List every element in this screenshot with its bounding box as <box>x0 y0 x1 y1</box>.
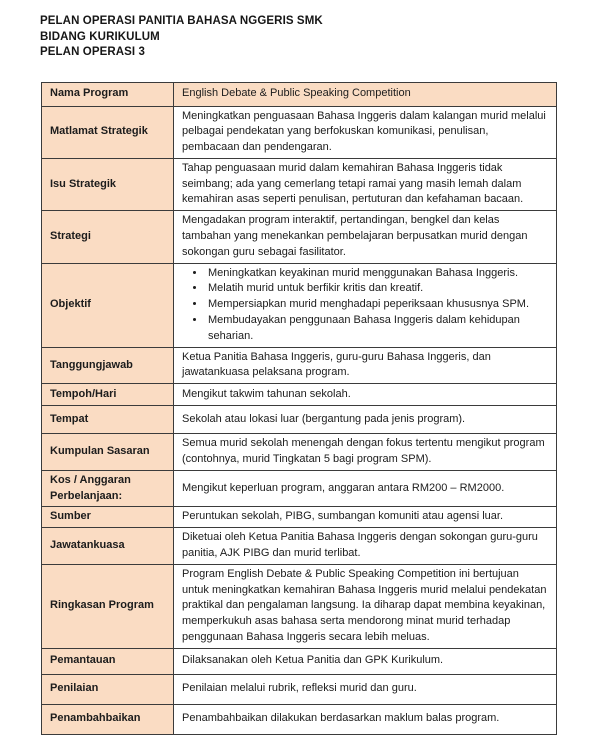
row-content-cell: Penambahbaikan dilakukan berdasarkan maklum balas program. <box>174 704 557 734</box>
table-row-kos-anggaran <box>42 470 557 507</box>
row-content-cell: Mengadakan program interaktif, pertandingan, bengkel dan kelas tambahan yang menekankan pembelajaran berpusatkan murid dengan sokongan guru sebagai fasilitator. <box>174 211 557 263</box>
table-row-jawatankuasa <box>42 528 557 565</box>
row-label-cell: Pemantauan <box>42 648 174 674</box>
table-row-penambahbaikan <box>42 704 557 734</box>
table-row-objektif <box>42 263 557 347</box>
row-label-cell: Ringkasan Program <box>42 564 174 648</box>
table-row-sumber <box>42 507 557 528</box>
table-row-nama-program <box>42 82 557 106</box>
row-content-cell: Peruntukan sekolah, PIBG, sumbangan komuniti atau agensi luar. <box>174 507 557 528</box>
row-content-cell: Tahap penguasaan murid dalam kemahiran Bahasa Inggeris tidak seimbang; ada yang cemerlang tetapi ramai yang masih lemah dalam kemahiran asas seperti penulisan, pertuturan dan kefahaman bacaan. <box>174 158 557 210</box>
row-content-cell: Sekolah atau lokasi luar (bergantung pada jenis program). <box>174 406 557 434</box>
bullet-item: • Mempersiapkan murid menghadapi peperiksaan khususnya SPM. <box>206 297 547 313</box>
bullet-item: • Melatih murid untuk berfikir kritis dan kreatif. <box>206 281 547 297</box>
row-label-cell: Tanggungjawab <box>42 347 174 384</box>
row-label-cell: Objektif <box>42 263 174 347</box>
document-title-line-1: PELAN OPERASI PANITIA BAHASA NGGERIS SMK <box>40 15 323 27</box>
row-label-cell: Kumpulan Sasaran <box>42 434 174 471</box>
row-content-cell: Penilaian melalui rubrik, refleksi murid dan guru. <box>174 674 557 704</box>
row-label-cell: Isu Strategik <box>42 158 174 210</box>
row-label-cell: Kos / Anggaran Perbelanjaan: <box>42 470 174 507</box>
table-row-isu-strategik <box>42 158 557 210</box>
table-row-pemantauan <box>42 648 557 674</box>
table-row-tempat <box>42 406 557 434</box>
document-title-line-3: PELAN OPERASI 3 <box>40 46 146 58</box>
row-label-cell: Penilaian <box>42 674 174 704</box>
row-label-cell: Sumber <box>42 507 174 528</box>
document-header <box>40 14 600 61</box>
row-content-cell: Mengikut keperluan program, anggaran antara RM200 – RM2000. <box>174 470 557 507</box>
table-row-kumpulan-sasaran <box>42 434 557 471</box>
table-row-strategi <box>42 211 557 263</box>
table-row-penilaian <box>42 674 557 704</box>
row-label-cell: Jawatankuasa <box>42 528 174 565</box>
document-page <box>0 14 600 738</box>
bullet-item: • Meningkatkan keyakinan murid menggunakan Bahasa Inggeris. <box>206 266 547 282</box>
objektif-bullet-list <box>182 266 547 345</box>
row-content-cell <box>174 263 557 347</box>
table-row-ringkasan-program <box>42 564 557 648</box>
row-label-cell: Penambahbaikan <box>42 704 174 734</box>
row-label-cell: Nama Program <box>42 82 174 106</box>
row-label-cell: Matlamat Strategik <box>42 106 174 158</box>
row-label-cell: Strategi <box>42 211 174 263</box>
row-content-cell: Diketuai oleh Ketua Panitia Bahasa Inggeris dengan sokongan guru-guru panitia, AJK PIBG dan murid terlibat. <box>174 528 557 565</box>
row-label-cell: Tempoh/Hari <box>42 384 174 406</box>
row-content-cell: Ketua Panitia Bahasa Inggeris, guru-guru Bahasa Inggeris, dan jawatankuasa pelaksana program. <box>174 347 557 384</box>
table-row-matlamat-strategik <box>42 106 557 158</box>
bullet-item: • Membudayakan penggunaan Bahasa Inggeris dalam kehidupan seharian. <box>206 313 547 345</box>
document-title-line-2: BIDANG KURIKULUM <box>40 30 160 43</box>
row-content-cell: Semua murid sekolah menengah dengan fokus tertentu mengikut program (contohnya, murid Tingkatan 5 bagi program SPM). <box>174 434 557 471</box>
row-content-cell: Dilaksanakan oleh Ketua Panitia dan GPK Kurikulum. <box>174 648 557 674</box>
table-row-tempoh-hari <box>42 384 557 406</box>
table-row-tanggungjawab <box>42 347 557 384</box>
row-label-cell: Tempat <box>42 406 174 434</box>
row-content-cell: Program English Debate & Public Speaking Competition ini bertujuan untuk meningkatkan kemahiran Bahasa Inggeris murid melalui pendekatan praktikal dan pengalaman langsung. Ia diharap dapat membina keyakinan, memperkukuh asas bahasa serta mendorong minat murid terhadap penggunaan Bahasa Inggeris secara lebih meluas. <box>174 564 557 648</box>
row-content-cell: Meningkatkan penguasaan Bahasa Inggeris dalam kalangan murid melalui pelbagai pendekatan yang berfokuskan komunikasi, penulisan, pembacaan dan pendengaran. <box>174 106 557 158</box>
operation-plan-table <box>41 82 557 735</box>
row-content-cell: English Debate & Public Speaking Competition <box>174 82 557 106</box>
row-content-cell: Mengikut takwim tahunan sekolah. <box>174 384 557 406</box>
